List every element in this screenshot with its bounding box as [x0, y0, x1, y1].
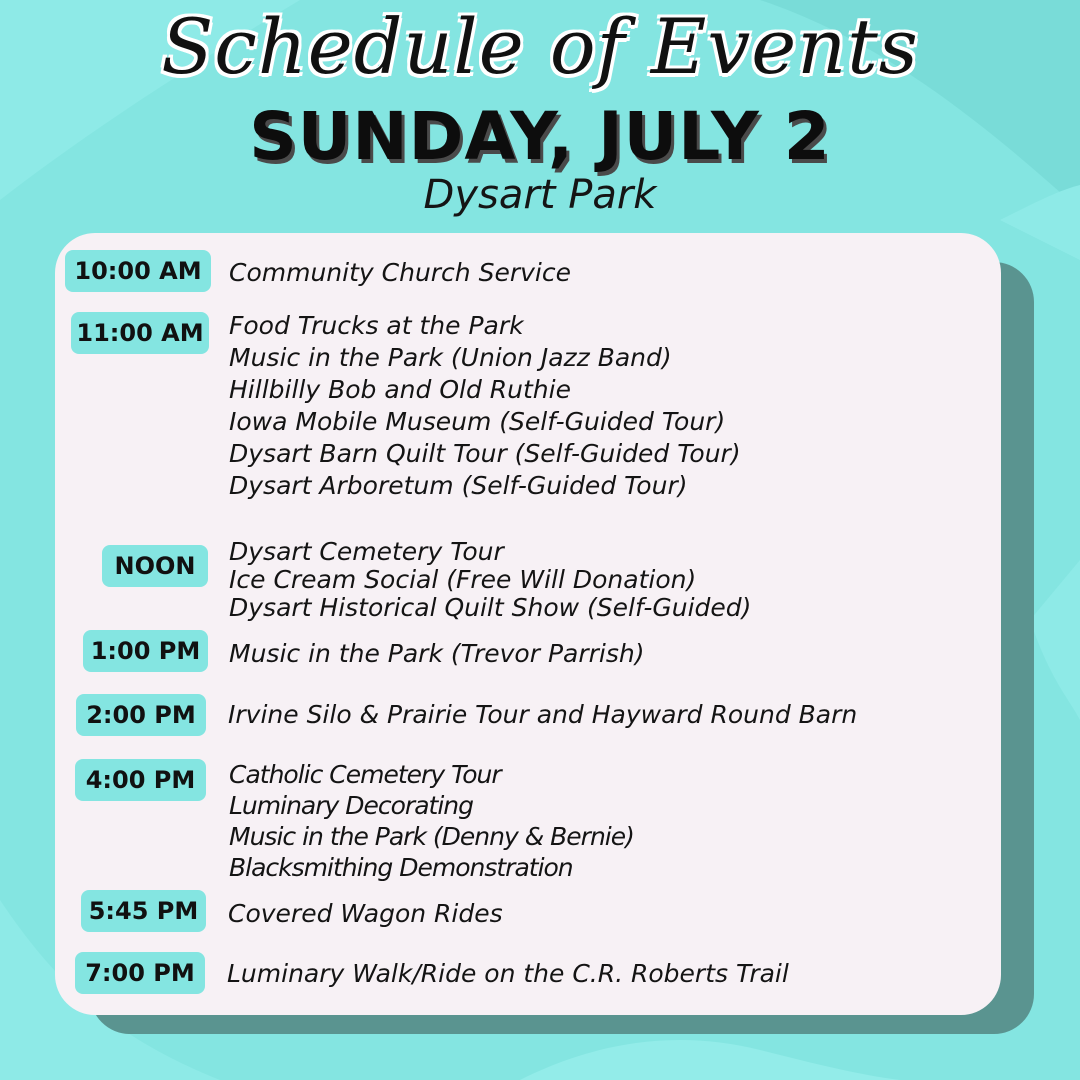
- time-badge: 2:00 PM: [76, 694, 206, 736]
- time-badge: NOON: [102, 545, 208, 587]
- event-group-200pm: [228, 699, 857, 731]
- event-item: Music in the Park (Trevor Parrish): [229, 639, 645, 668]
- event-item: Ice Cream Social (Free Will Donation): [229, 565, 697, 594]
- time-badge: 1:00 PM: [83, 630, 208, 672]
- event-item: Music in the Park (Denny & Bernie): [229, 822, 634, 851]
- event-item: Luminary Walk/Ride on the C.R. Roberts Trail: [227, 959, 789, 988]
- event-group-1000am: [229, 257, 571, 289]
- event-item: Irvine Silo & Prairie Tour and Hayward Round Barn: [228, 700, 858, 729]
- event-item: Luminary Decorating: [229, 791, 473, 820]
- event-item: Hillbilly Bob and Old Ruthie: [229, 375, 571, 404]
- event-item: Iowa Mobile Museum (Self-Guided Tour): [229, 407, 726, 436]
- event-item: Catholic Cemetery Tour: [229, 760, 501, 789]
- time-badge: 4:00 PM: [75, 759, 206, 801]
- event-item: Music in the Park (Union Jazz Band): [229, 343, 672, 372]
- event-item: Blacksmithing Demonstration: [229, 853, 573, 882]
- event-item: Dysart Barn Quilt Tour (Self-Guided Tour): [229, 439, 741, 468]
- event-group-100pm: [229, 638, 644, 670]
- event-item: Dysart Arboretum (Self-Guided Tour): [229, 471, 688, 500]
- time-badge: 7:00 PM: [75, 952, 205, 994]
- event-group-545pm: [228, 898, 503, 930]
- venue-name: Dysart Park: [423, 172, 657, 218]
- event-item: Food Trucks at the Park: [229, 311, 524, 340]
- time-badge: 10:00 AM: [65, 250, 211, 292]
- event-group-noon: [229, 538, 751, 622]
- event-item: Community Church Service: [229, 258, 571, 287]
- page-title: Schedule of Events: [161, 2, 919, 91]
- event-group-400pm: [229, 759, 634, 883]
- event-item: Dysart Historical Quilt Show (Self-Guided): [229, 593, 752, 622]
- time-badge: 11:00 AM: [71, 312, 209, 354]
- event-item: Dysart Cemetery Tour: [229, 537, 504, 566]
- event-group-700pm: [227, 958, 789, 990]
- event-item: Covered Wagon Rides: [228, 899, 503, 928]
- time-badge: 5:45 PM: [81, 890, 206, 932]
- event-group-1100am: [229, 310, 741, 502]
- event-date: SUNDAY, JULY 2: [249, 98, 831, 175]
